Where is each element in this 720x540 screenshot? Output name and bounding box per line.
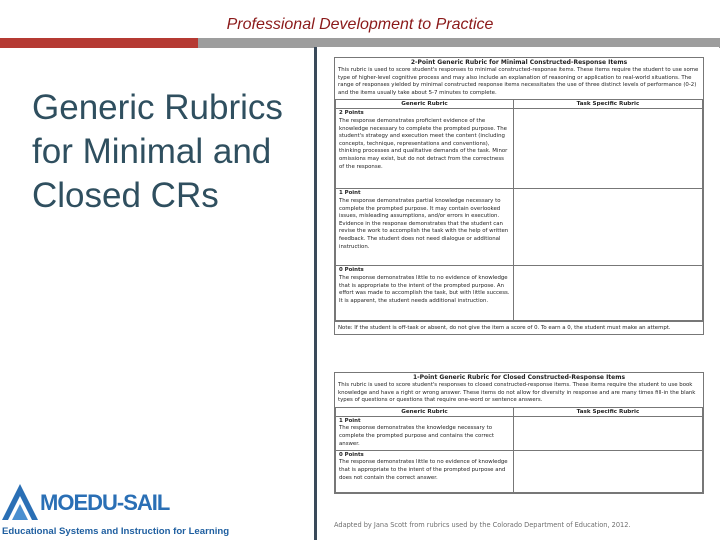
rubric-minimal-intro: This rubric is used to score student's responses to minimal constructed-response items. These items require the student to use some type of higher-level cognitive process and may also include an explanation of reasoning or application to real-world situations. The range of responses yielded by minimal constructed response items necessitates the use of three distinct levels of performance (0-2) and the items usually take about 5-7 minutes to complete.	[338, 67, 699, 96]
col-generic-rubric: Generic Rubric	[336, 407, 514, 416]
rubric-cell	[336, 450, 514, 492]
col-task-specific-rubric: Task Specific Rubric	[513, 407, 702, 416]
level-description: The response demonstrates partial knowledge necessary to complete the prompted purpose. It may contain overlooked issues, misleading assumptions, and/or errors in execution. Evidence in the response demonstrates that the student can revise the work to accomplish the task with the help of written feedback. The student does not need dialogue or additional instruction.	[339, 197, 509, 250]
rubric-cell	[336, 266, 514, 321]
task-specific-cell	[513, 109, 702, 189]
logo-brand-rest: EDU-SAIL	[73, 490, 170, 515]
level-label: 0 Points	[339, 267, 364, 274]
level-label: 0 Points	[339, 451, 364, 458]
table-row	[336, 266, 703, 321]
rubric-cell	[336, 416, 514, 450]
rubric-minimal-title: 2-Point Generic Rubric for Minimal Constructed-Response Items	[410, 59, 628, 66]
level-label: 2 Points	[339, 110, 364, 117]
rubric-closed-title: 1-Point Generic Rubric for Closed Constructed-Response Items	[412, 374, 626, 381]
rubric-cell	[336, 189, 514, 266]
task-specific-cell	[513, 189, 702, 266]
rubric-closed-table	[335, 407, 703, 493]
logo-tagline: Educational Systems and Instruction for Learning	[2, 526, 230, 537]
table-row	[336, 109, 703, 189]
col-task-specific-rubric: Task Specific Rubric	[513, 100, 702, 109]
rubric-closed-intro: This rubric is used to score student's responses to closed constructed-response items. These items require the student to use book knowledge and have a right or wrong answer. These items do not allow for diversity in response and are many times fill-in the blank types of questions or questions that require one-word or sentence answers.	[338, 382, 696, 404]
slide-title: Generic Rubrics for Minimal and Closed CRs	[32, 88, 283, 215]
rubric-cell	[336, 109, 514, 189]
level-description: The response demonstrates little to no evidence of knowledge that is appropriate to the intent of the prompted purpose. An effort was made to accomplish the task, but with little success. It is apparent, the student needs additional instruction.	[339, 274, 510, 304]
mo-edu-sail-logo	[0, 476, 230, 540]
task-specific-cell	[513, 450, 702, 492]
logo-brand	[40, 490, 169, 516]
level-label: 1 Point	[339, 417, 361, 424]
rubric-minimal-note: Note: If the student is off-task or absent, do not give the item a score of 0. To earn a 0, the student must make an attempt.	[335, 321, 703, 334]
header-accent-bar	[0, 38, 198, 48]
mountain-logo-icon	[0, 476, 44, 526]
table-row	[336, 189, 703, 266]
task-specific-cell	[513, 266, 702, 321]
table-row	[336, 450, 703, 492]
footer-credit: Adapted by Jana Scott from rubrics used by the Colorado Department of Education, 2012.	[334, 521, 631, 529]
task-specific-cell	[513, 416, 702, 450]
level-description: The response demonstrates proficient evidence of the knowledge necessary to complete the prompted purpose. The student's strategy and execution meet the content (including concepts, technique, representations and conventions), thinking processes and qualitative demands of the task. Minor omissions may exist, but do not detract from the correctness of the response.	[339, 117, 508, 170]
table-row	[336, 416, 703, 450]
rubric-closed-box	[334, 372, 704, 494]
rubric-document	[314, 47, 719, 540]
rubric-minimal-table	[335, 99, 703, 321]
level-description: The response demonstrates little to no evidence of knowledge that is appropriate to the intent of the prompted purpose and does not contain the correct answer.	[339, 459, 508, 481]
header-title: Professional Development to Practice	[226, 16, 494, 33]
level-description: The response demonstrates the knowledge necessary to complete the prompted purpose and contains the correct answer.	[339, 425, 494, 447]
rubric-minimal-box	[334, 57, 704, 335]
level-label: 1 Point	[339, 190, 361, 197]
col-generic-rubric: Generic Rubric	[336, 100, 514, 109]
logo-brand-mo: MO	[40, 490, 74, 515]
